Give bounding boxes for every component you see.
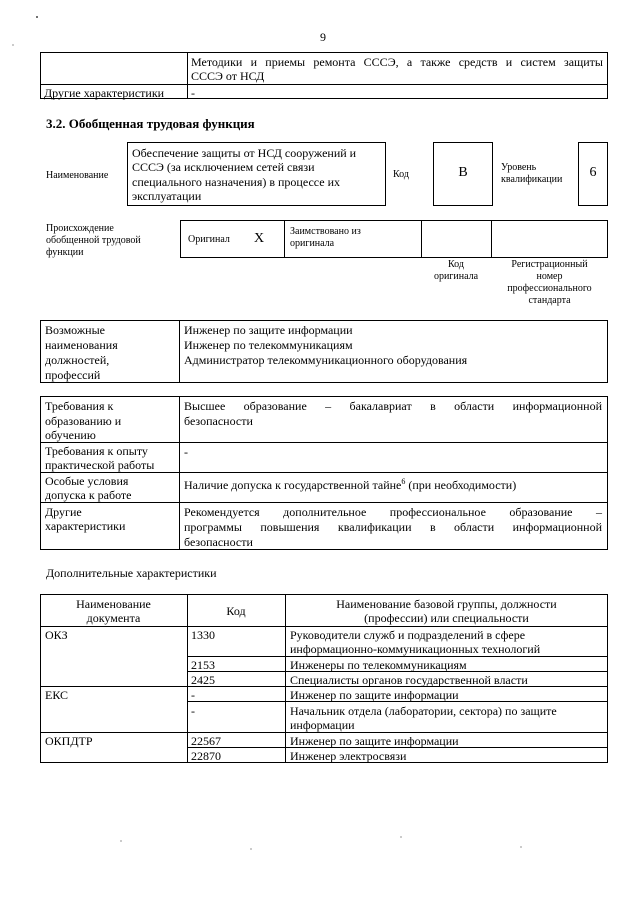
name-cell: Инженер по защите информации <box>290 688 459 702</box>
function-name-line-2: СССЭ (за исключением сетей связи <box>132 160 315 174</box>
position-item: Инженер по телекоммуникациям <box>184 338 353 352</box>
name-label: Наименование <box>46 170 109 181</box>
scan-speck <box>36 16 38 18</box>
req-label-education-3: обучению <box>45 428 96 442</box>
scan-speck <box>520 846 522 848</box>
scan-speck <box>400 836 402 838</box>
req-value-admission <box>184 475 516 492</box>
admission-tail: (при необходимости) <box>405 478 517 492</box>
code-value: B <box>458 165 468 180</box>
top-table-text-line-1: Методики и приемы ремонта СССЭ, а также средств и систем защиты <box>191 55 603 69</box>
position-item: Администратор телекоммуникационного оборудования <box>184 353 468 367</box>
req-label-education-1: Требования к <box>45 399 114 413</box>
req-label-other-2: характеристики <box>45 519 126 533</box>
header-document-2: документа <box>86 611 141 625</box>
original-label: Оригинал <box>188 234 230 245</box>
code-cell: 1330 <box>191 628 215 642</box>
doc-cell: ЕКС <box>45 688 69 702</box>
code-cell: 22567 <box>191 734 221 748</box>
code-label: Код <box>393 169 409 180</box>
req-value-other-2: программы повышения квалификации в области информационной <box>184 520 602 534</box>
req-label-admission-1: Особые условия <box>45 474 129 488</box>
other-characteristics-label: Другие характеристики <box>44 86 165 100</box>
header-name-1: Наименование базовой группы, должности <box>336 597 557 611</box>
reg-caption-line-2: номер <box>536 271 563 282</box>
header-document-1: Наименование <box>76 597 151 611</box>
borrowed-label-line-1: Заимствовано из <box>290 226 361 237</box>
name-cell: Специалисты органов государственной власти <box>290 673 528 687</box>
code-cell: 22870 <box>191 749 221 763</box>
doc-cell: ОКПДТР <box>45 734 93 748</box>
req-label-experience-1: Требования к опыту <box>45 444 148 458</box>
origin-label-line-1: Происхождение <box>46 223 114 234</box>
admission-text: Наличие допуска к государственной тайне <box>184 478 402 492</box>
reg-caption-line-1: Регистрационный <box>511 259 588 270</box>
section-title: 3.2. Обобщенная трудовая функция <box>46 116 255 131</box>
req-value-experience: - <box>184 445 188 459</box>
code-cell: 2153 <box>191 658 215 672</box>
header-name-2: (профессии) или специальности <box>364 611 529 625</box>
scan-speck <box>250 848 252 850</box>
origin-label-line-3: функции <box>46 247 84 258</box>
name-cell: Руководители служб и подразделений в сфере <box>290 628 526 642</box>
req-value-education-1: Высшее образование – бакалавриат в области информационной <box>184 399 602 413</box>
code-cell: - <box>191 688 195 702</box>
req-value-education-2: безопасности <box>184 414 253 428</box>
position-item: Инженер по защите информации <box>184 323 353 337</box>
name-cell: информационно-коммуникационных технологий <box>290 642 541 656</box>
name-cell: Инженеры по телекоммуникациям <box>290 658 467 672</box>
code-cell: 2425 <box>191 673 215 687</box>
level-value: 6 <box>589 165 597 180</box>
code-caption-line-2: оригинала <box>433 271 479 282</box>
req-label-other-1: Другие <box>45 505 82 519</box>
req-label-admission-2: допуска к работе <box>45 488 132 502</box>
scan-speck <box>120 840 122 842</box>
scan-speck <box>12 44 14 46</box>
code-cell: - <box>191 704 195 718</box>
function-name-line-4: эксплуатации <box>132 189 202 203</box>
origin-label-line-2: обобщенной трудовой <box>46 235 141 246</box>
doc-cell: ОКЗ <box>45 628 68 642</box>
name-cell: Начальник отдела (лаборатории, сектора) по защите <box>290 704 557 718</box>
footnote-mark: 6 <box>401 477 406 486</box>
function-name-line-1: Обеспечение защиты от НСД сооружений и <box>132 146 357 160</box>
level-label-line-1: Уровень <box>501 162 537 173</box>
code-caption-line-1: Код <box>448 259 464 270</box>
req-value-other-1: Рекомендуется дополнительное профессиональное образование – <box>184 505 602 519</box>
positions-label-line-2: наименования <box>45 338 118 352</box>
req-label-education-2: образованию и <box>45 414 122 428</box>
additional-title: Дополнительные характеристики <box>46 566 217 580</box>
other-characteristics-value: - <box>191 86 195 100</box>
reg-caption-line-3: профессионального <box>507 283 592 294</box>
header-code: Код <box>226 604 246 618</box>
page-number: 9 <box>320 30 326 44</box>
positions-label-line-1: Возможные <box>45 323 105 337</box>
borrowed-label-line-2: оригинала <box>290 238 335 249</box>
reg-caption-line-4: стандарта <box>528 295 571 306</box>
top-table-text-line-2: СССЭ от НСД <box>191 69 265 83</box>
name-cell: информации <box>290 718 355 732</box>
req-value-other-3: безопасности <box>184 535 253 549</box>
function-name-line-3: специального назначения) в процессе их <box>132 175 341 189</box>
name-cell: Инженер по защите информации <box>290 734 459 748</box>
level-label-line-2: квалификации <box>501 174 563 185</box>
original-mark: X <box>254 231 265 246</box>
positions-label-line-4: профессий <box>45 368 101 382</box>
req-label-experience-2: практической работы <box>45 458 155 472</box>
positions-label-line-3: должностей, <box>45 353 110 367</box>
name-cell: Инженер электросвязи <box>290 749 407 763</box>
